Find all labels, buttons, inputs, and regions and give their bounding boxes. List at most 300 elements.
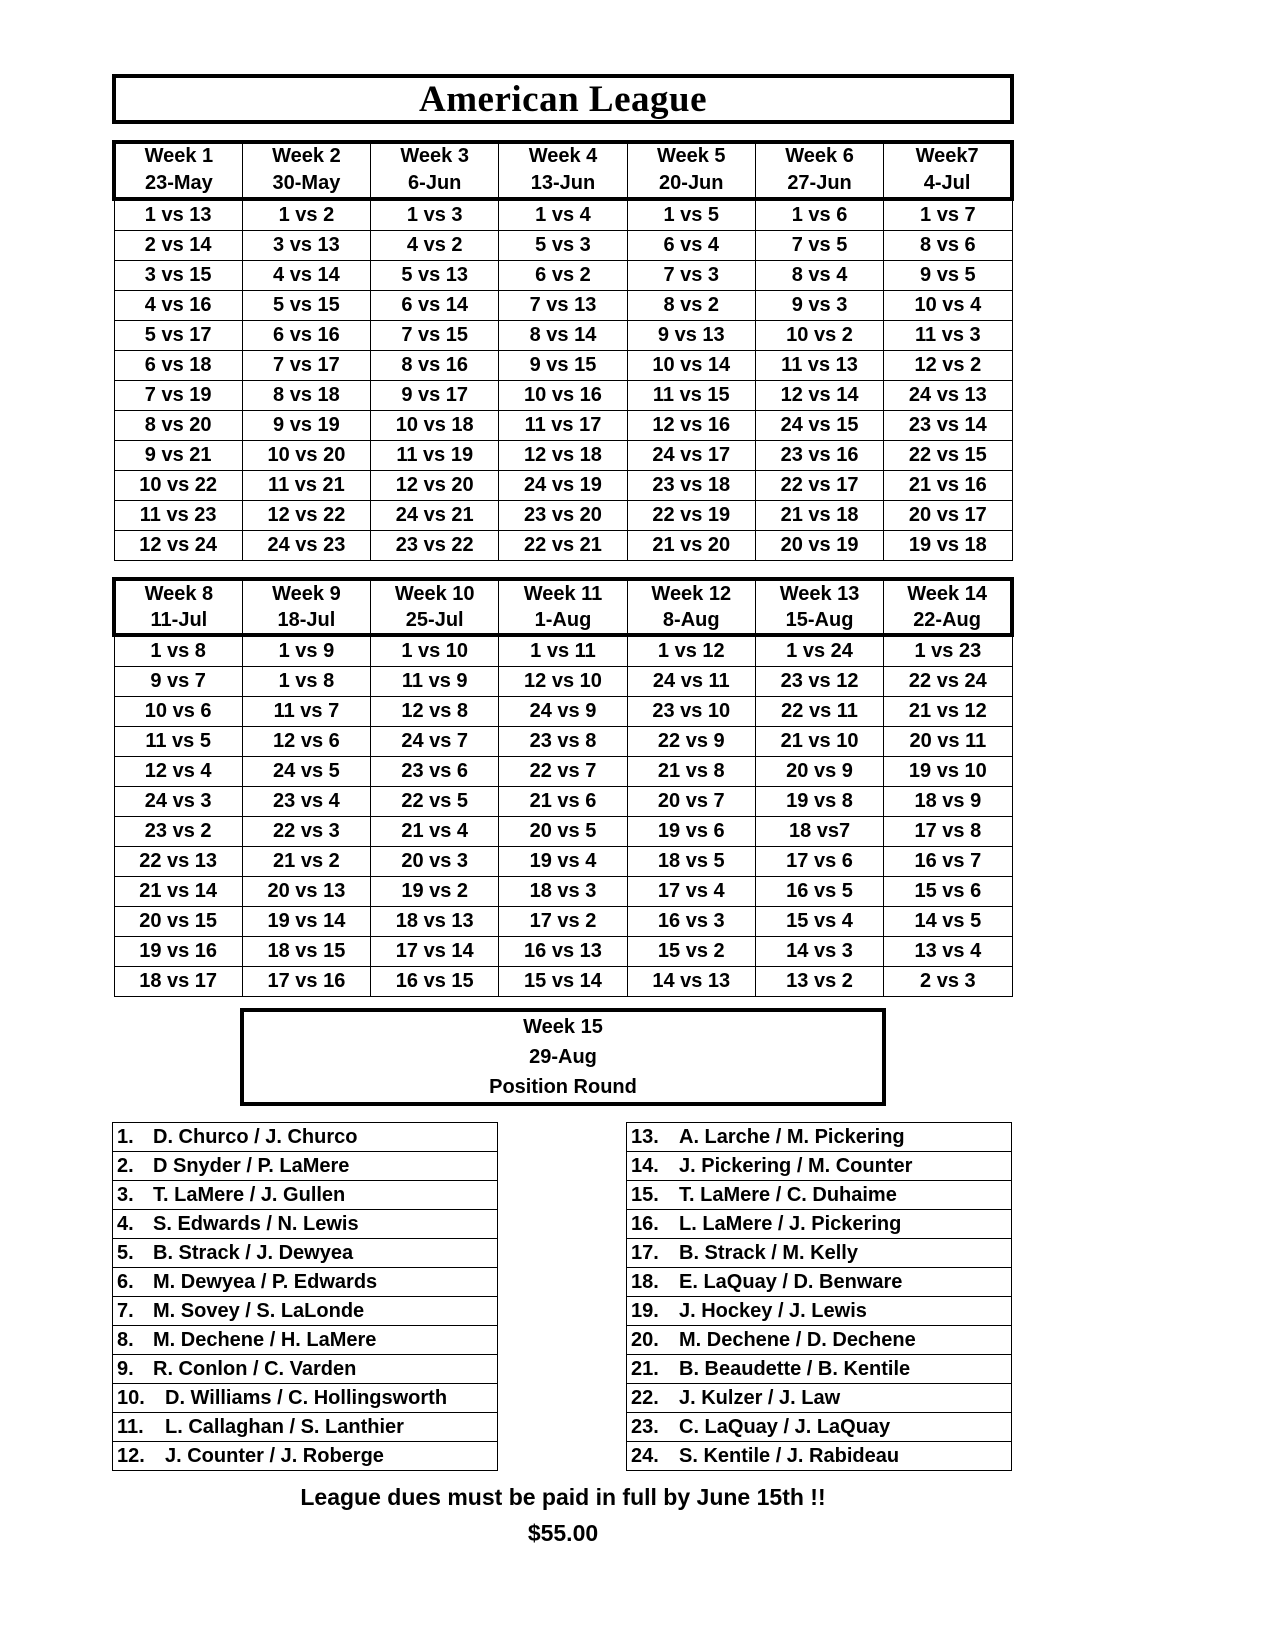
matchup-cell: 11 vs 5 xyxy=(114,727,242,757)
week15-box xyxy=(240,1008,886,1106)
matchup-cell: 4 vs 2 xyxy=(371,231,499,261)
matchup-cell: 12 vs 18 xyxy=(499,441,627,471)
week-header-date: 11-Jul xyxy=(114,607,242,635)
matchup-cell: 8 vs 16 xyxy=(371,351,499,381)
team-entry xyxy=(113,1413,498,1442)
league-title: American League xyxy=(418,78,708,120)
matchup-cell: 19 vs 2 xyxy=(371,877,499,907)
list-item xyxy=(113,1384,498,1413)
matchup-cell: 19 vs 14 xyxy=(242,907,370,937)
matchup-cell: 6 vs 16 xyxy=(242,321,370,351)
team-number: 11. xyxy=(117,1416,144,1438)
team-number: 9. xyxy=(117,1358,134,1380)
matchup-cell: 19 vs 16 xyxy=(114,937,242,967)
matchup-cell: 10 vs 6 xyxy=(114,697,242,727)
matchup-cell: 7 vs 13 xyxy=(499,291,627,321)
team-entry xyxy=(627,1413,1012,1442)
matchup-cell: 10 vs 2 xyxy=(755,321,883,351)
matchup-cell: 23 vs 4 xyxy=(242,787,370,817)
matchup-cell: 10 vs 4 xyxy=(884,291,1012,321)
week-header-label: Week 9 xyxy=(242,579,370,607)
matchup-cell: 8 vs 2 xyxy=(627,291,755,321)
matchup-cell: 15 vs 2 xyxy=(627,937,755,967)
matchup-cell: 22 vs 13 xyxy=(114,847,242,877)
week-header-label: Week 6 xyxy=(755,142,883,169)
table-row xyxy=(114,877,1012,907)
table-row xyxy=(114,937,1012,967)
team-number: 7. xyxy=(117,1300,134,1322)
matchup-cell: 4 vs 16 xyxy=(114,291,242,321)
table-row xyxy=(114,199,1012,231)
matchup-cell: 24 vs 5 xyxy=(242,757,370,787)
matchup-cell: 21 vs 20 xyxy=(627,531,755,561)
list-item xyxy=(627,1297,1012,1326)
matchup-cell: 23 vs 14 xyxy=(884,411,1012,441)
team-number: 18. xyxy=(631,1271,659,1293)
matchup-cell: 11 vs 17 xyxy=(499,411,627,441)
matchup-cell: 20 vs 9 xyxy=(755,757,883,787)
matchup-cell: 3 vs 13 xyxy=(242,231,370,261)
team-entry xyxy=(627,1210,1012,1239)
week15-position-round: Position Round xyxy=(489,1076,637,1098)
team-entry xyxy=(113,1239,498,1268)
matchup-cell: 21 vs 18 xyxy=(755,501,883,531)
matchup-cell: 22 vs 5 xyxy=(371,787,499,817)
week-header-date: 13-Jun xyxy=(499,169,627,199)
week-header-date: 4-Jul xyxy=(884,169,1012,199)
week-header-label: Week 11 xyxy=(499,579,627,607)
team-entry xyxy=(113,1268,498,1297)
matchup-cell: 3 vs 15 xyxy=(114,261,242,291)
matchup-cell: 19 vs 10 xyxy=(884,757,1012,787)
matchup-cell: 5 vs 15 xyxy=(242,291,370,321)
team-names: S. Kentile / J. Rabideau xyxy=(679,1445,900,1467)
team-number: 10. xyxy=(117,1387,145,1409)
matchup-cell: 24 vs 3 xyxy=(114,787,242,817)
matchup-cell: 15 vs 14 xyxy=(499,967,627,997)
matchup-cell: 17 vs 2 xyxy=(499,907,627,937)
list-item xyxy=(113,1355,498,1384)
table-row xyxy=(114,441,1012,471)
matchup-cell: 5 vs 17 xyxy=(114,321,242,351)
matchup-cell: 9 vs 15 xyxy=(499,351,627,381)
matchup-cell: 1 vs 8 xyxy=(242,667,370,697)
matchup-cell: 1 vs 23 xyxy=(884,635,1012,667)
matchup-cell: 22 vs 24 xyxy=(884,667,1012,697)
team-entry xyxy=(627,1181,1012,1210)
matchup-cell: 16 vs 15 xyxy=(371,967,499,997)
team-number: 6. xyxy=(117,1271,134,1293)
matchup-cell: 9 vs 7 xyxy=(114,667,242,697)
list-item xyxy=(113,1152,498,1181)
team-entry xyxy=(113,1181,498,1210)
matchup-cell: 16 vs 3 xyxy=(627,907,755,937)
matchup-cell: 9 vs 21 xyxy=(114,441,242,471)
list-item xyxy=(113,1239,498,1268)
team-names: R. Conlon / C. Varden xyxy=(153,1358,357,1380)
matchup-cell: 12 vs 20 xyxy=(371,471,499,501)
matchup-cell: 24 vs 15 xyxy=(755,411,883,441)
table-row xyxy=(114,291,1012,321)
table-row xyxy=(114,787,1012,817)
matchup-cell: 17 vs 16 xyxy=(242,967,370,997)
team-names: B. Strack / J. Dewyea xyxy=(153,1242,354,1264)
table-row xyxy=(114,471,1012,501)
matchup-cell: 9 vs 17 xyxy=(371,381,499,411)
team-entry xyxy=(113,1355,498,1384)
matchup-cell: 23 vs 18 xyxy=(627,471,755,501)
team-roster-right xyxy=(626,1122,1012,1471)
list-item xyxy=(627,1181,1012,1210)
matchup-cell: 23 vs 6 xyxy=(371,757,499,787)
team-names: J. Hockey / J. Lewis xyxy=(679,1300,867,1322)
team-names: T. LaMere / J. Gullen xyxy=(153,1184,346,1206)
matchup-cell: 24 vs 21 xyxy=(371,501,499,531)
week-header-label: Week 2 xyxy=(242,142,370,169)
matchup-cell: 20 vs 11 xyxy=(884,727,1012,757)
week-header-label: Week 13 xyxy=(755,579,883,607)
matchup-cell: 22 vs 3 xyxy=(242,817,370,847)
team-number: 4. xyxy=(117,1213,134,1235)
matchup-cell: 19 vs 6 xyxy=(627,817,755,847)
team-number: 16. xyxy=(631,1213,659,1235)
matchup-cell: 12 vs 10 xyxy=(499,667,627,697)
matchup-cell: 12 vs 16 xyxy=(627,411,755,441)
team-number: 22. xyxy=(631,1387,659,1409)
matchup-cell: 23 vs 2 xyxy=(114,817,242,847)
team-number: 2. xyxy=(117,1155,134,1177)
team-entry xyxy=(113,1297,498,1326)
list-item xyxy=(627,1152,1012,1181)
matchup-cell: 2 vs 3 xyxy=(884,967,1012,997)
table-row xyxy=(114,817,1012,847)
matchup-cell: 22 vs 9 xyxy=(627,727,755,757)
table-row xyxy=(114,321,1012,351)
matchup-cell: 19 vs 18 xyxy=(884,531,1012,561)
matchup-cell: 1 vs 4 xyxy=(499,199,627,231)
matchup-cell: 7 vs 17 xyxy=(242,351,370,381)
list-item xyxy=(113,1413,498,1442)
matchup-cell: 21 vs 2 xyxy=(242,847,370,877)
matchup-cell: 6 vs 2 xyxy=(499,261,627,291)
matchup-cell: 8 vs 14 xyxy=(499,321,627,351)
matchup-cell: 23 vs 20 xyxy=(499,501,627,531)
matchup-cell: 10 vs 16 xyxy=(499,381,627,411)
week-header-label: Week 14 xyxy=(884,579,1012,607)
list-item xyxy=(627,1210,1012,1239)
matchup-cell: 8 vs 4 xyxy=(755,261,883,291)
matchup-cell: 8 vs 6 xyxy=(884,231,1012,261)
matchup-cell: 17 vs 6 xyxy=(755,847,883,877)
matchup-cell: 13 vs 2 xyxy=(755,967,883,997)
matchup-cell: 8 vs 20 xyxy=(114,411,242,441)
matchup-cell: 17 vs 14 xyxy=(371,937,499,967)
matchup-cell: 18 vs7 xyxy=(755,817,883,847)
team-number: 5. xyxy=(117,1242,134,1264)
matchup-cell: 1 vs 24 xyxy=(755,635,883,667)
week-header-label: Week 8 xyxy=(114,579,242,607)
schedule-table-weeks-1-7 xyxy=(112,140,1014,561)
matchup-cell: 15 vs 6 xyxy=(884,877,1012,907)
team-names: D Snyder / P. LaMere xyxy=(153,1155,350,1177)
matchup-cell: 11 vs 23 xyxy=(114,501,242,531)
week-header-label: Week 3 xyxy=(371,142,499,169)
matchup-cell: 11 vs 13 xyxy=(755,351,883,381)
table-row xyxy=(114,967,1012,997)
team-number: 20. xyxy=(631,1329,659,1351)
team-names: J. Kulzer / J. Law xyxy=(679,1387,841,1409)
matchup-cell: 17 vs 8 xyxy=(884,817,1012,847)
matchup-cell: 11 vs 3 xyxy=(884,321,1012,351)
table-row xyxy=(114,351,1012,381)
week-header-label: Week 12 xyxy=(627,579,755,607)
matchup-cell: 20 vs 15 xyxy=(114,907,242,937)
table-row xyxy=(114,907,1012,937)
list-item xyxy=(627,1123,1012,1152)
table-row xyxy=(114,847,1012,877)
matchup-cell: 23 vs 12 xyxy=(755,667,883,697)
week15-date: 29-Aug xyxy=(529,1046,597,1068)
week-header-date: 8-Aug xyxy=(627,607,755,635)
team-entry xyxy=(113,1442,498,1471)
matchup-cell: 10 vs 22 xyxy=(114,471,242,501)
matchup-cell: 12 vs 14 xyxy=(755,381,883,411)
table-row xyxy=(114,727,1012,757)
list-item xyxy=(113,1268,498,1297)
matchup-cell: 9 vs 5 xyxy=(884,261,1012,291)
team-names: L. LaMere / J. Pickering xyxy=(679,1213,902,1235)
matchup-cell: 11 vs 15 xyxy=(627,381,755,411)
matchup-cell: 1 vs 7 xyxy=(884,199,1012,231)
matchup-cell: 24 vs 23 xyxy=(242,531,370,561)
matchup-cell: 10 vs 18 xyxy=(371,411,499,441)
team-names: D. Williams / C. Hollingsworth xyxy=(165,1387,448,1409)
table-row xyxy=(114,411,1012,441)
team-entry xyxy=(113,1152,498,1181)
matchup-cell: 18 vs 15 xyxy=(242,937,370,967)
week15-label: Week 15 xyxy=(523,1016,603,1038)
table-row xyxy=(114,381,1012,411)
team-number: 14. xyxy=(631,1155,659,1177)
matchup-cell: 22 vs 11 xyxy=(755,697,883,727)
list-item xyxy=(113,1210,498,1239)
schedule-table-weeks-8-14 xyxy=(112,577,1014,997)
matchup-cell: 12 vs 24 xyxy=(114,531,242,561)
team-number: 23. xyxy=(631,1416,659,1438)
team-entry xyxy=(113,1210,498,1239)
matchup-cell: 1 vs 8 xyxy=(114,635,242,667)
team-number: 8. xyxy=(117,1329,134,1351)
matchup-cell: 23 vs 10 xyxy=(627,697,755,727)
team-names: T. LaMere / C. Duhaime xyxy=(679,1184,897,1206)
list-item xyxy=(627,1355,1012,1384)
matchup-cell: 5 vs 13 xyxy=(371,261,499,291)
matchup-cell: 14 vs 13 xyxy=(627,967,755,997)
team-names: J. Counter / J. Roberge xyxy=(165,1445,384,1467)
matchup-cell: 4 vs 14 xyxy=(242,261,370,291)
table-row xyxy=(114,697,1012,727)
team-names: M. Dechene / D. Dechene xyxy=(679,1329,916,1351)
matchup-cell: 19 vs 4 xyxy=(499,847,627,877)
list-item xyxy=(627,1268,1012,1297)
matchup-cell: 24 vs 9 xyxy=(499,697,627,727)
matchup-cell: 12 vs 6 xyxy=(242,727,370,757)
team-entry xyxy=(113,1384,498,1413)
matchup-cell: 23 vs 16 xyxy=(755,441,883,471)
week-header-date: 20-Jun xyxy=(627,169,755,199)
matchup-cell: 12 vs 2 xyxy=(884,351,1012,381)
list-item xyxy=(627,1239,1012,1268)
matchup-cell: 23 vs 8 xyxy=(499,727,627,757)
list-item xyxy=(113,1181,498,1210)
list-item xyxy=(627,1442,1012,1471)
matchup-cell: 1 vs 5 xyxy=(627,199,755,231)
week-header-label: Week 5 xyxy=(627,142,755,169)
matchup-cell: 5 vs 3 xyxy=(499,231,627,261)
team-number: 12. xyxy=(117,1445,145,1467)
matchup-cell: 17 vs 4 xyxy=(627,877,755,907)
matchup-cell: 1 vs 6 xyxy=(755,199,883,231)
matchup-cell: 7 vs 15 xyxy=(371,321,499,351)
table-row xyxy=(114,757,1012,787)
table-row xyxy=(114,231,1012,261)
list-item xyxy=(113,1123,498,1152)
league-title-box xyxy=(112,74,1014,124)
team-entry xyxy=(627,1123,1012,1152)
dues-amount: $55.00 xyxy=(527,1520,599,1546)
team-entry xyxy=(627,1326,1012,1355)
matchup-cell: 21 vs 8 xyxy=(627,757,755,787)
matchup-cell: 22 vs 7 xyxy=(499,757,627,787)
matchup-cell: 1 vs 12 xyxy=(627,635,755,667)
matchup-cell: 24 vs 13 xyxy=(884,381,1012,411)
week-header-date: 27-Jun xyxy=(755,169,883,199)
matchup-cell: 18 vs 3 xyxy=(499,877,627,907)
matchup-cell: 24 vs 19 xyxy=(499,471,627,501)
week-header-date: 23-May xyxy=(114,169,242,199)
team-names: S. Edwards / N. Lewis xyxy=(153,1213,359,1235)
matchup-cell: 21 vs 6 xyxy=(499,787,627,817)
matchup-cell: 24 vs 17 xyxy=(627,441,755,471)
week-header-date: 6-Jun xyxy=(371,169,499,199)
matchup-cell: 7 vs 3 xyxy=(627,261,755,291)
team-entry xyxy=(627,1442,1012,1471)
week-header-label: Week 4 xyxy=(499,142,627,169)
matchup-cell: 14 vs 3 xyxy=(755,937,883,967)
matchup-cell: 20 vs 7 xyxy=(627,787,755,817)
matchup-cell: 1 vs 2 xyxy=(242,199,370,231)
matchup-cell: 18 vs 9 xyxy=(884,787,1012,817)
matchup-cell: 12 vs 8 xyxy=(371,697,499,727)
matchup-cell: 15 vs 4 xyxy=(755,907,883,937)
week-header-date: 1-Aug xyxy=(499,607,627,635)
team-names: J. Pickering / M. Counter xyxy=(679,1155,913,1177)
matchup-cell: 21 vs 10 xyxy=(755,727,883,757)
matchup-cell: 24 vs 11 xyxy=(627,667,755,697)
matchup-cell: 20 vs 3 xyxy=(371,847,499,877)
matchup-cell: 20 vs 17 xyxy=(884,501,1012,531)
week-header-date: 22-Aug xyxy=(884,607,1012,635)
team-names: A. Larche / M. Pickering xyxy=(679,1126,905,1148)
team-entry xyxy=(627,1297,1012,1326)
matchup-cell: 1 vs 13 xyxy=(114,199,242,231)
matchup-cell: 21 vs 12 xyxy=(884,697,1012,727)
table-row xyxy=(114,501,1012,531)
list-item xyxy=(627,1384,1012,1413)
team-names: E. LaQuay / D. Benware xyxy=(679,1271,903,1293)
team-names: M. Dewyea / P. Edwards xyxy=(153,1271,378,1293)
matchup-cell: 21 vs 4 xyxy=(371,817,499,847)
team-names: D. Churco / J. Churco xyxy=(153,1126,358,1148)
list-item xyxy=(113,1297,498,1326)
list-item xyxy=(113,1326,498,1355)
table-row xyxy=(114,531,1012,561)
list-item xyxy=(113,1442,498,1471)
team-names: M. Sovey / S. LaLonde xyxy=(153,1300,365,1322)
matchup-cell: 24 vs 7 xyxy=(371,727,499,757)
matchup-cell: 16 vs 7 xyxy=(884,847,1012,877)
matchup-cell: 9 vs 3 xyxy=(755,291,883,321)
table-row xyxy=(114,667,1012,697)
matchup-cell: 10 vs 20 xyxy=(242,441,370,471)
matchup-cell: 1 vs 9 xyxy=(242,635,370,667)
matchup-cell: 6 vs 14 xyxy=(371,291,499,321)
week-header-label: Week7 xyxy=(884,142,1012,169)
matchup-cell: 22 vs 19 xyxy=(627,501,755,531)
matchup-cell: 6 vs 18 xyxy=(114,351,242,381)
matchup-cell: 21 vs 16 xyxy=(884,471,1012,501)
matchup-cell: 21 vs 14 xyxy=(114,877,242,907)
table-row xyxy=(114,261,1012,291)
week-header-label: Week 1 xyxy=(114,142,242,169)
matchup-cell: 2 vs 14 xyxy=(114,231,242,261)
week-header-date: 25-Jul xyxy=(371,607,499,635)
matchup-cell: 12 vs 22 xyxy=(242,501,370,531)
team-names: L. Callaghan / S. Lanthier xyxy=(165,1416,404,1438)
team-number: 15. xyxy=(631,1184,659,1206)
matchup-cell: 22 vs 21 xyxy=(499,531,627,561)
team-entry xyxy=(627,1268,1012,1297)
matchup-cell: 23 vs 22 xyxy=(371,531,499,561)
week-header-date: 18-Jul xyxy=(242,607,370,635)
dues-notice: League dues must be paid in full by June 15th !! xyxy=(300,1484,826,1510)
team-number: 1. xyxy=(117,1126,134,1148)
week-header-label: Week 10 xyxy=(371,579,499,607)
matchup-cell: 7 vs 19 xyxy=(114,381,242,411)
team-number: 21. xyxy=(631,1358,659,1380)
matchup-cell: 1 vs 10 xyxy=(371,635,499,667)
week-header-date: 15-Aug xyxy=(755,607,883,635)
team-number: 17. xyxy=(631,1242,659,1264)
matchup-cell: 20 vs 13 xyxy=(242,877,370,907)
matchup-cell: 16 vs 5 xyxy=(755,877,883,907)
matchup-cell: 6 vs 4 xyxy=(627,231,755,261)
matchup-cell: 11 vs 19 xyxy=(371,441,499,471)
matchup-cell: 14 vs 5 xyxy=(884,907,1012,937)
matchup-cell: 11 vs 9 xyxy=(371,667,499,697)
week-header-date: 30-May xyxy=(242,169,370,199)
matchup-cell: 12 vs 4 xyxy=(114,757,242,787)
team-entry xyxy=(627,1355,1012,1384)
team-names: B. Strack / M. Kelly xyxy=(679,1242,858,1264)
team-number: 13. xyxy=(631,1126,659,1148)
matchup-cell: 10 vs 14 xyxy=(627,351,755,381)
table-row xyxy=(114,635,1012,667)
matchup-cell: 20 vs 5 xyxy=(499,817,627,847)
team-roster-left xyxy=(112,1122,498,1471)
team-number: 3. xyxy=(117,1184,134,1206)
matchup-cell: 19 vs 8 xyxy=(755,787,883,817)
